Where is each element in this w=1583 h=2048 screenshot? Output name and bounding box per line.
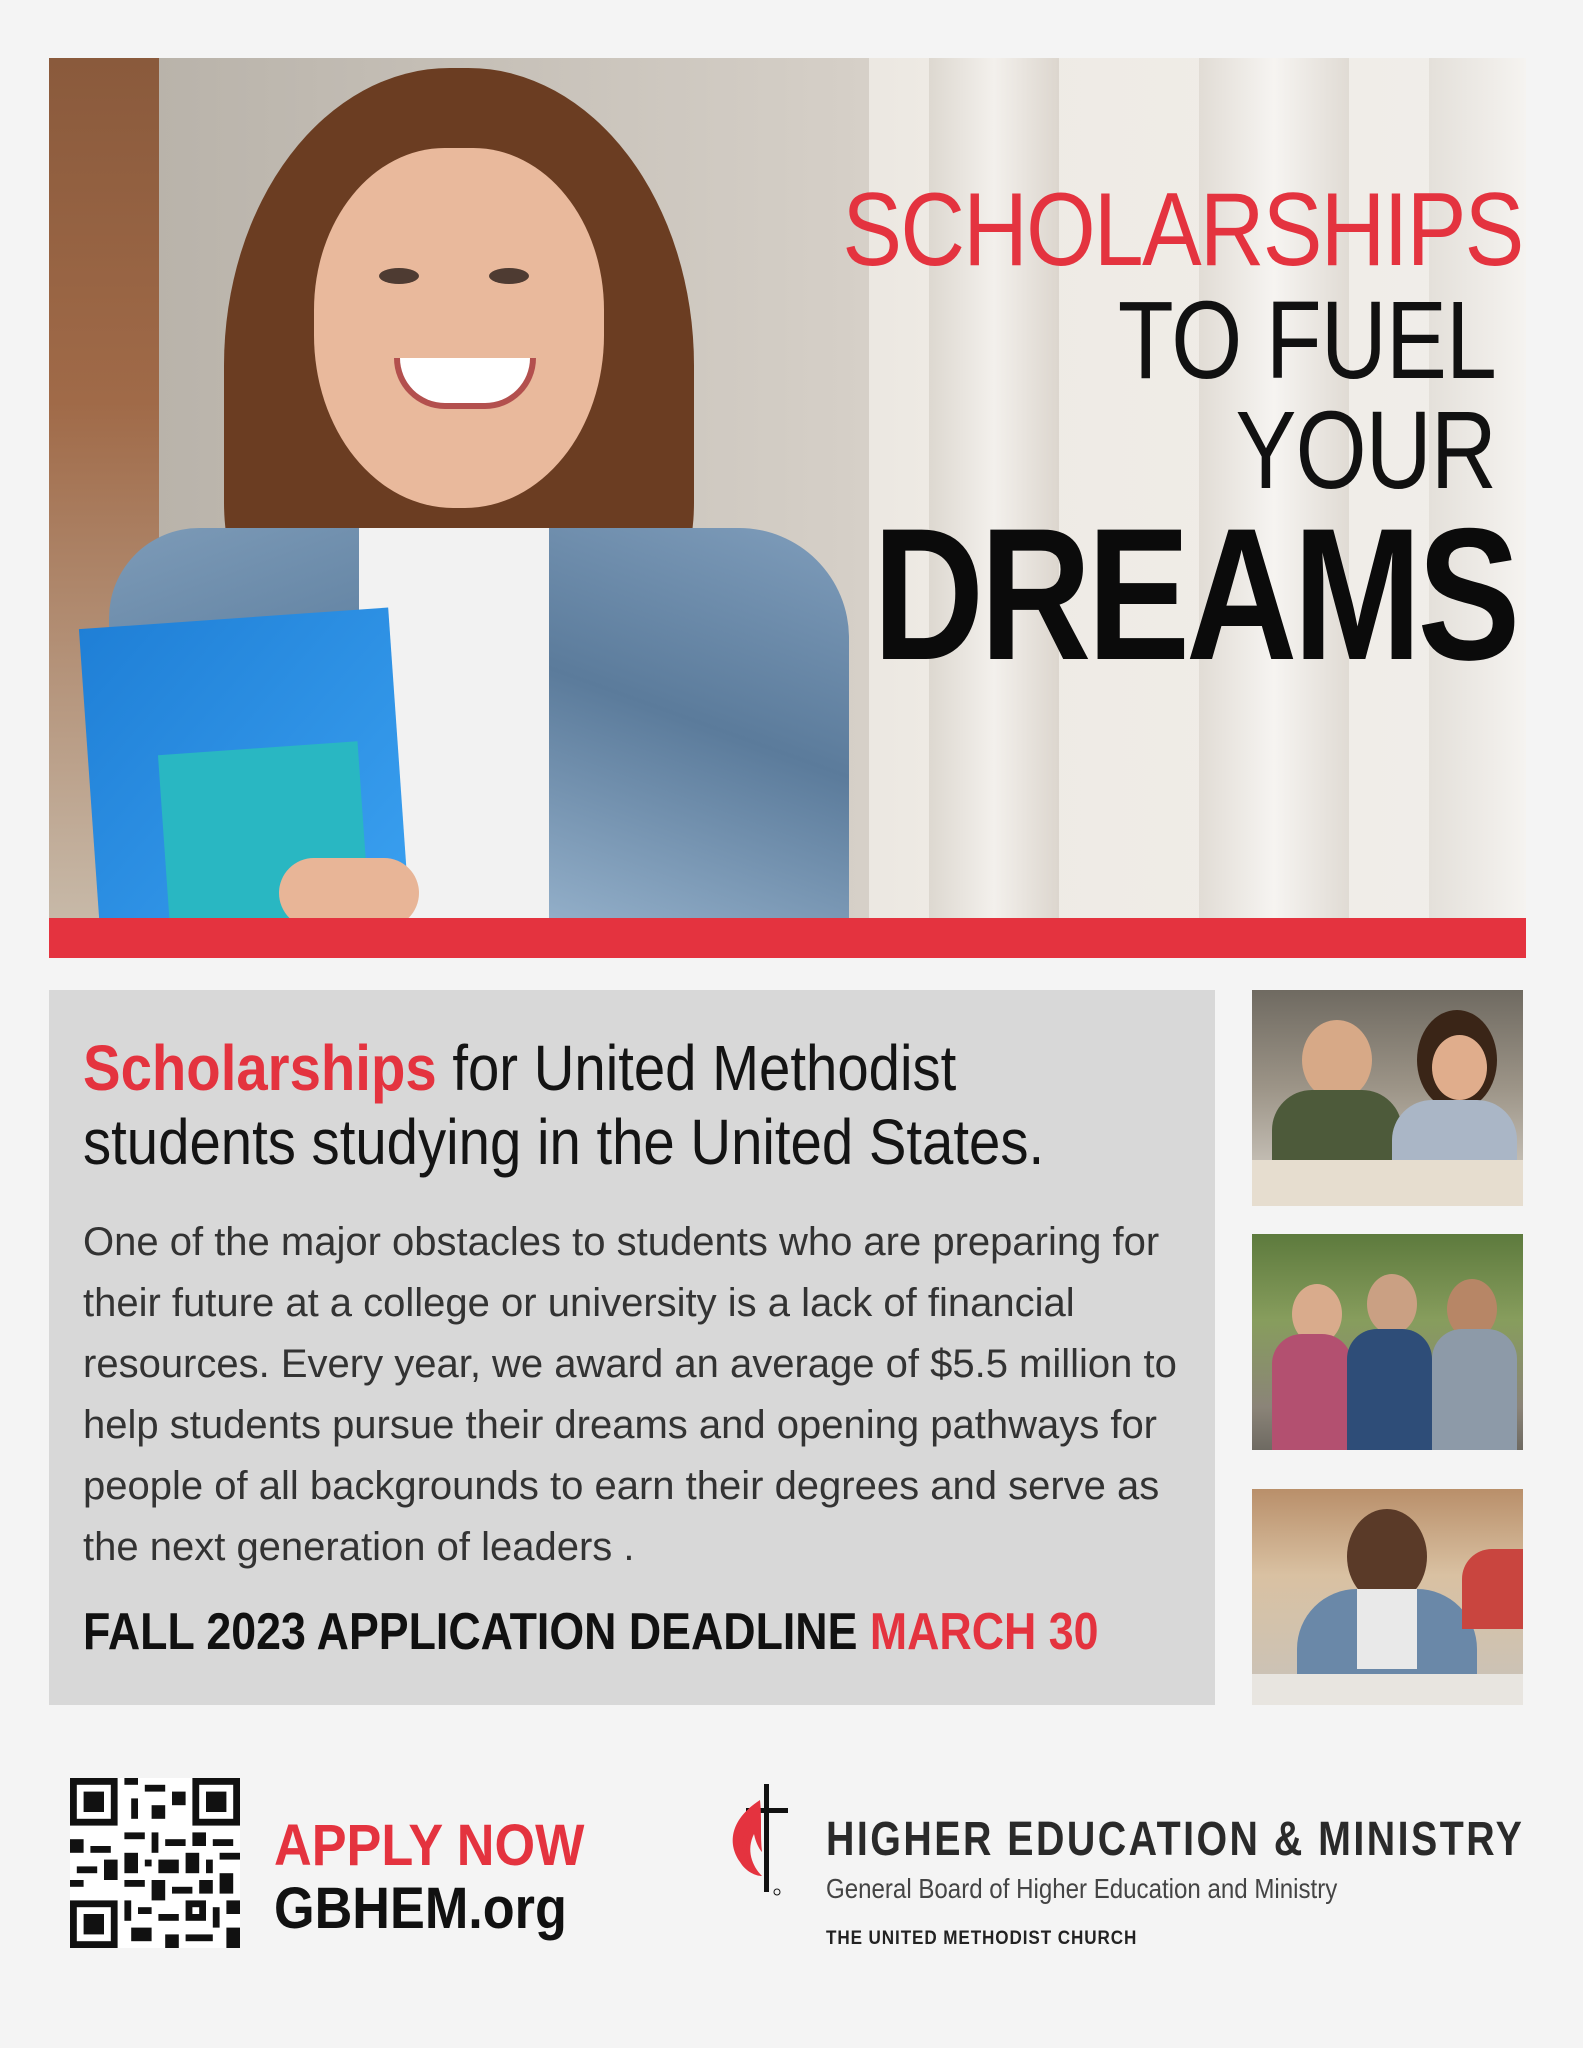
photo-students-walking [1252,1234,1523,1450]
headline-line-2: TO FUEL YOUR [1117,279,1496,512]
org-name: HIGHER EDUCATION & MINISTRY [826,1813,1525,1866]
deadline-label: FALL 2023 APPLICATION DEADLINE [83,1603,870,1661]
org-full-name: General Board of Higher Education and Ministry [826,1873,1338,1904]
website-link[interactable]: GBHEM.org [274,1876,567,1941]
church-name: THE UNITED METHODIST CHURCH [826,1928,1138,1949]
cross-and-flame-logo [722,1780,794,1900]
application-deadline [83,1602,1115,1662]
qr-code-icon[interactable] [70,1778,240,1948]
info-title [83,1032,1069,1179]
photo-student-smiling [1252,1489,1523,1705]
info-title-rest: for United Methodist students studying in the United States. [83,1032,1045,1178]
deadline-date: MARCH 30 [869,1603,1099,1661]
headline-line-3: DREAMS [872,489,1517,699]
info-panel [49,990,1215,1705]
accent-divider [49,918,1526,958]
headline [736,172,1523,699]
photo-students-at-desk [1252,990,1523,1206]
apply-now-label[interactable]: APPLY NOW [274,1813,585,1878]
info-body: One of the major obstacles to students who are preparing for their future at a college or university is a lack of financial resources. Every year, we award an average of $5.5 million to help students pursue their dreams and opening pathways for people of all backgrounds to earn their degrees and serve as the next generation of leaders . [83,1220,1177,1569]
hero-banner [49,58,1526,918]
info-title-highlight: Scholarships [83,1032,437,1104]
headline-line-1: SCHOLARSHIPS [842,172,1523,288]
